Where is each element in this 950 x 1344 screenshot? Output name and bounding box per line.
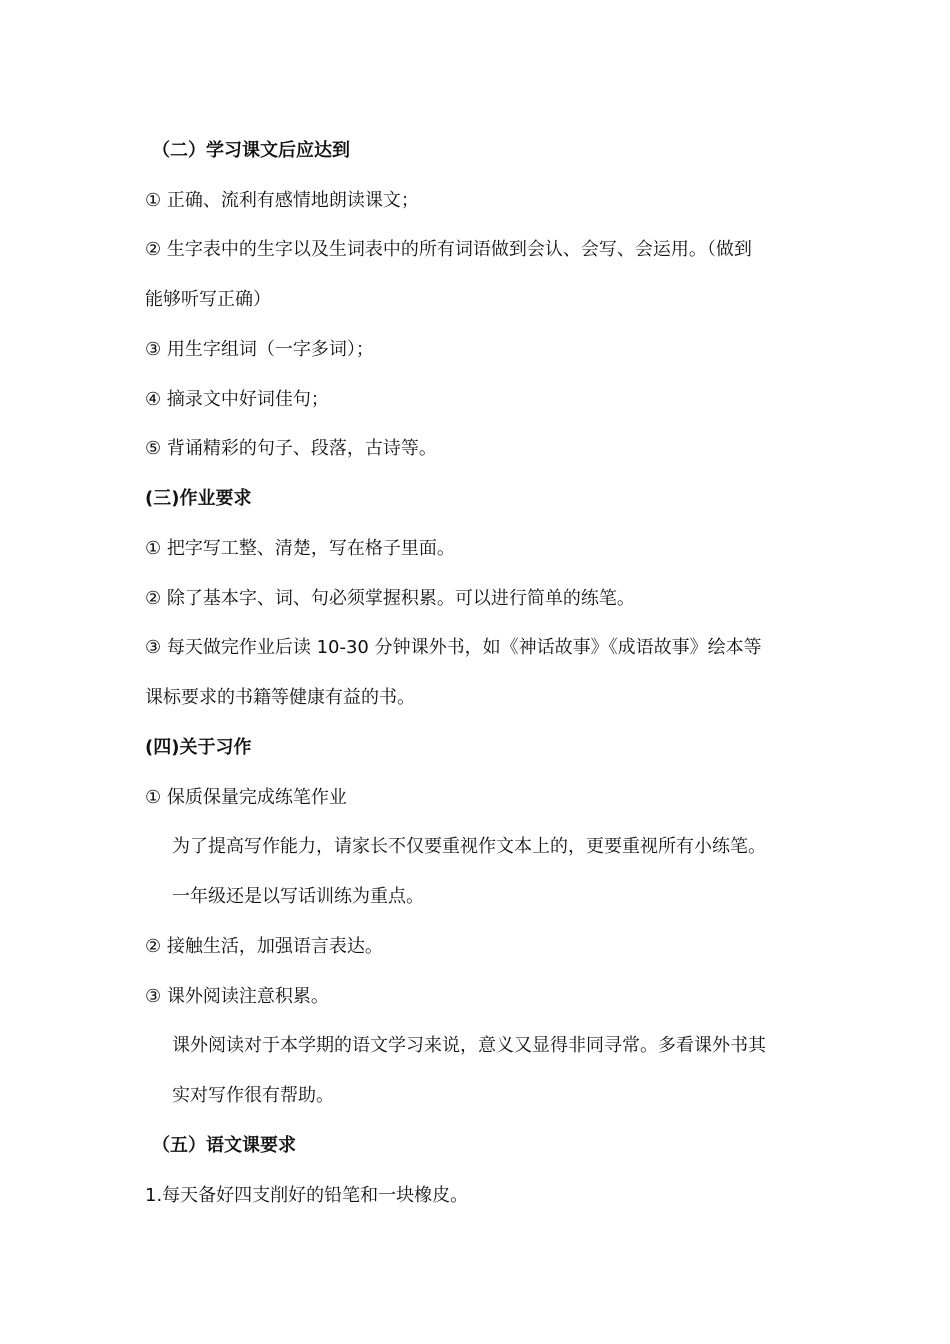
section-4-note-1: 为了提高写作能力，请家长不仅要重视作文本上的，更要重视所有小练笔。 <box>172 836 766 857</box>
section-3-heading: (三)作业要求 <box>145 488 252 509</box>
section-3-item-3-continued: 课标要求的书籍等健康有益的书。 <box>145 687 415 708</box>
section-2-item-1: ① 正确、流利有感情地朗读课文； <box>145 190 419 211</box>
section-4-note-2: 一年级还是以写话训练为重点。 <box>172 886 424 907</box>
section-2-item-2-continued: 能够听写正确） <box>145 289 271 310</box>
section-2-item-4: ④ 摘录文中好词佳句； <box>145 389 329 410</box>
section-3-item-3: ③ 每天做完作业后读 10-30 分钟课外书，如《神话故事》《成语故事》绘本等 <box>145 637 762 658</box>
section-4-item-3: ③ 课外阅读注意积累。 <box>145 986 329 1007</box>
section-5-heading: （五）语文课要求 <box>152 1135 296 1156</box>
section-2-item-5: ⑤ 背诵精彩的句子、段落，古诗等。 <box>145 438 437 459</box>
section-4-item-2: ② 接触生活，加强语言表达。 <box>145 936 383 957</box>
section-3-item-2: ② 除了基本字、词、句必须掌握积累。可以进行简单的练笔。 <box>145 588 635 609</box>
section-5-item-1: 1.每天备好四支削好的铅笔和一块橡皮。 <box>145 1185 469 1206</box>
section-3-item-1: ① 把字写工整、清楚，写在格子里面。 <box>145 538 455 559</box>
section-4-note-3-continued: 实对写作很有帮助。 <box>172 1085 334 1106</box>
section-4-note-3: 课外阅读对于本学期的语文学习来说，意义又显得非同寻常。多看课外书其 <box>172 1035 766 1056</box>
section-2-item-3: ③ 用生字组词（一字多词）； <box>145 339 374 360</box>
section-4-heading: (四)关于习作 <box>145 737 252 758</box>
section-4-item-1: ① 保质保量完成练笔作业 <box>145 787 347 808</box>
section-2-item-2: ② 生字表中的生字以及生词表中的所有词语做到会认、会写、会运用。（做到 <box>145 239 752 260</box>
section-2-heading: （二）学习课文后应达到 <box>152 140 350 161</box>
